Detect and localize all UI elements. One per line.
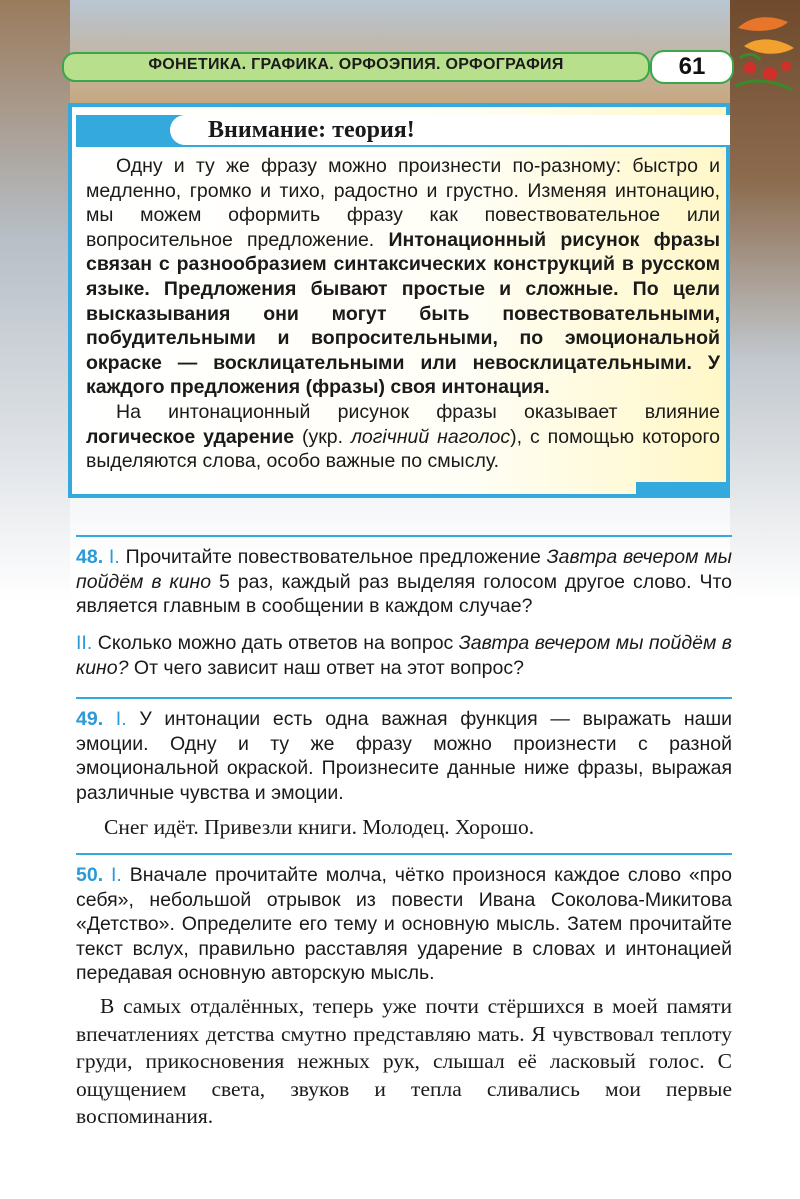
exercise-48-part1-b: 5 раз, каждый раз выделяя голосом другое слово. Что является главным в сообщении в каждом случае? (76, 570, 733, 618)
theory-p2-a: На интонационный рисунок фразы оказывает влияние (116, 400, 720, 423)
exercise-48-part2-b: От чего зависит наш ответ на этот вопрос? (128, 656, 524, 679)
exercise-49-phrases: Снег идёт. Привезли книги. Молодец. Хорошо. (104, 815, 535, 839)
exercise-50 (76, 863, 732, 986)
theory-p2-b: (укр. (294, 425, 351, 448)
theory-p2-italic: логічний наголос (350, 425, 511, 448)
divider-48 (76, 535, 732, 537)
divider-49 (76, 697, 732, 699)
divider-50 (76, 853, 732, 855)
exercise-48-part1-italic: Завтра вечером мы пойдём в кино (76, 546, 732, 593)
ornament-icon (730, 8, 798, 98)
theory-title-pill (170, 115, 730, 145)
header-title: ФОНЕТИКА. ГРАФИКА. ОРФОЭПИЯ. ОРФОГРАФИЯ (148, 56, 564, 73)
page-number: 61 (678, 53, 706, 80)
exercise-50-number: 50. (76, 864, 104, 886)
exercise-48-number: 48. (76, 546, 104, 568)
header-bar (62, 52, 650, 82)
theory-paragraph-1 (86, 154, 720, 400)
theory-p1-plain: Одну и ту же фразу можно произнести по-разному: быстро и медленно, громко и тихо, радостно и грустно. Изменяя интонацию, мы можем оформить фразу как повествовательное или вопросительное предложение. (86, 155, 720, 251)
background-left-edge (0, 0, 70, 600)
exercise-49-number: 49. (76, 708, 104, 730)
theory-p2-c: ), с помощью которого выделяются слова, особо важные по смыслу. (86, 425, 721, 473)
exercise-50-text: Вначале прочитайте молча, чётко произнося каждое слово «про себя», небольшой отрывок из повести Ивана Соколова-Микитова «Детство». Определите его тему и основную мысль. Затем прочитайте текст вслух, правильно расставляя ударение в словах и интонацией передавая основную авторскую мысль. (76, 864, 732, 985)
exercise-48-part1-label: I. (108, 546, 120, 568)
exercise-50-part1-label: I. (110, 864, 122, 886)
theory-text (86, 154, 720, 474)
theory-paragraph-2 (86, 400, 720, 474)
exercise-48-part2-label: II. (76, 632, 93, 654)
theory-title: Внимание: теория! (208, 117, 415, 143)
exercise-48-part-2 (76, 631, 732, 680)
exercise-48-part1-a: Прочитайте повествовательное предложение (119, 546, 547, 568)
exercise-48-part2-a: Сколько можно дать ответов на вопрос (92, 632, 459, 654)
page-number-box (650, 50, 734, 84)
exercise-50-passage: В самых отдалённых, теперь уже почти стёршихся в моей памяти впечатлениях детства смутно представляю мать. Я чувствовал теплоту груди, прикосновения нежных рук, слышал её ласковый голос. С ощущением света, звуков и тепла сливались мои первые воспоминания. (76, 994, 732, 1128)
exercise-49 (76, 707, 732, 805)
exercise-49-part1-label: I. (115, 708, 127, 730)
theory-p2-bold: логическое ударение (86, 425, 295, 448)
theory-corner-accent (636, 482, 730, 498)
exercise-49-text: У интонации есть одна важная функция — выражать наши эмоции. Одну и ту же фразу можно произнести с разной эмоциональной окраской. Произнесите данные ниже фразы, выражая различные чувства и эмоции. (76, 708, 732, 804)
exercise-48-part-1 (76, 545, 732, 619)
exercise-48-part2-italic: Завтра вечером мы пойдём в кино? (76, 632, 732, 679)
theory-p1-bold: Интонационный рисунок фразы связан с разнообразием синтаксических конструкций в русском языке. Предложения бывают простые и сложные. По цели высказывания они могут быть повествовательными, побудительными и вопросительными, по эмоциональной окраске — восклицательными или невосклицательными. У каждого предложения (фразы) своя интонация. (86, 228, 720, 399)
